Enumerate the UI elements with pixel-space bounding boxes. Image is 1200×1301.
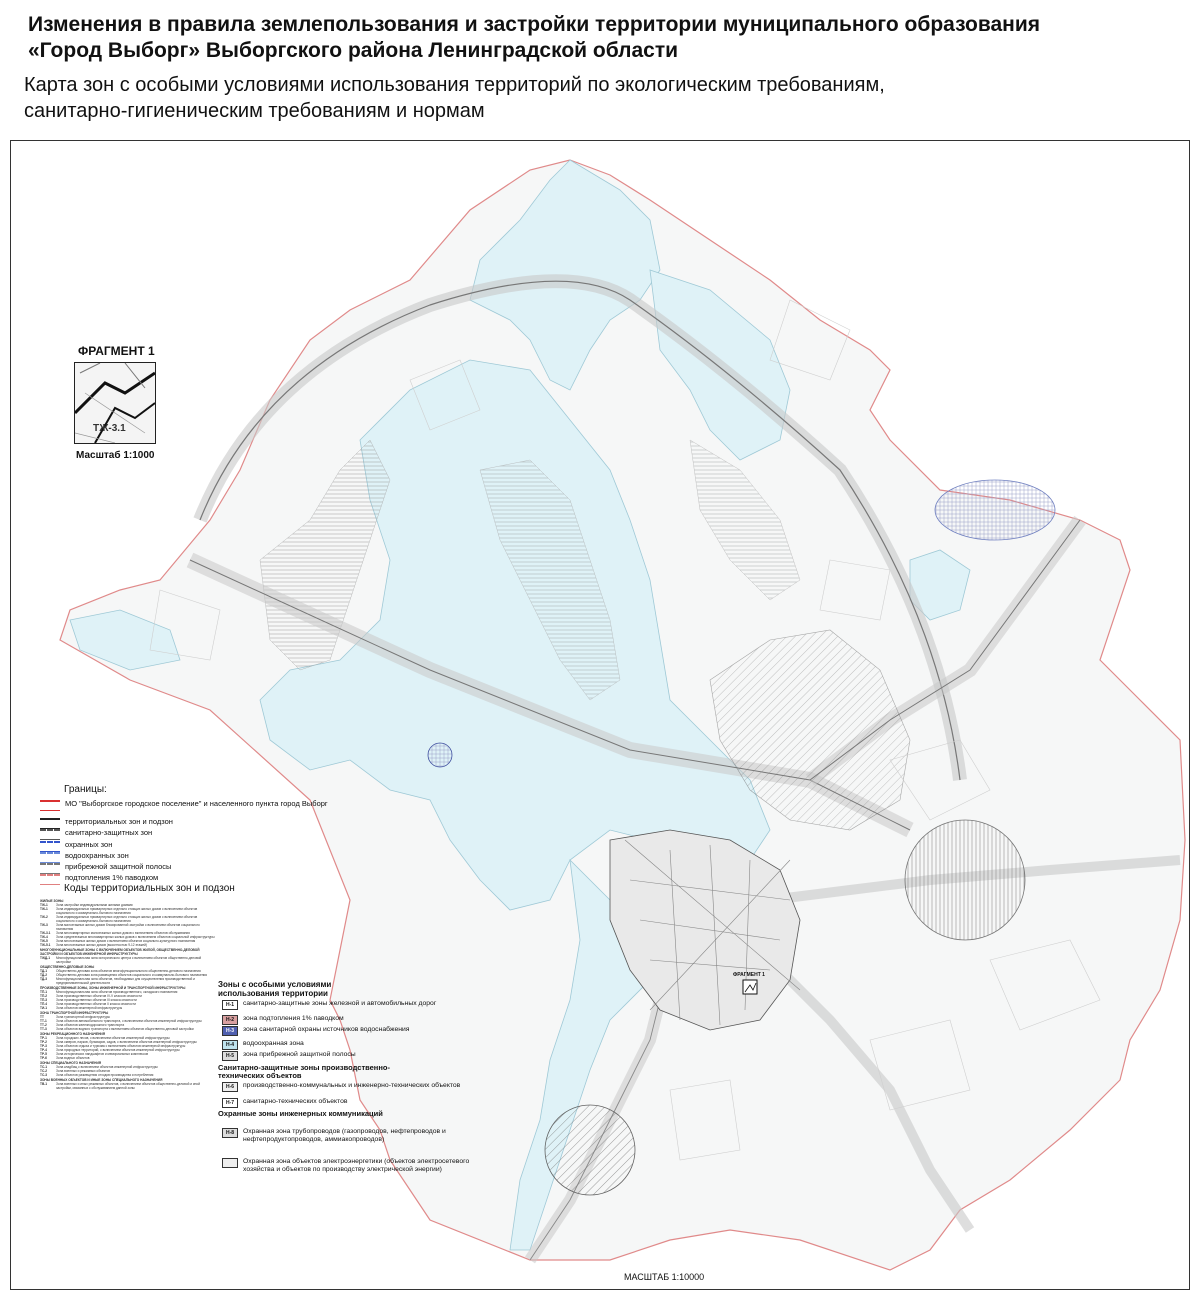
code-item bbox=[40, 1056, 216, 1060]
zone-code-box: Н-7 bbox=[222, 1098, 238, 1108]
code-description: Зона городских лесов, с включением объектов инженерной инфраструктуры bbox=[56, 1036, 170, 1040]
code-item bbox=[40, 915, 216, 923]
code-description: Зона индивидуальных приквартирных отдельно стоящих жилых домов с включением объектов социального и коммунально-бытового назначения bbox=[56, 907, 198, 915]
code-description: Зона индивидуальных приквартирных отдельно стоящих жилых домов с включением объектов социального и коммунально-бытового назначения bbox=[56, 915, 198, 923]
map-subtitle bbox=[24, 72, 1174, 124]
code-item bbox=[40, 907, 216, 915]
zone-label: зона прибрежной защитной полосы bbox=[243, 1051, 356, 1058]
code-item bbox=[40, 977, 216, 985]
code-id: ТВ-1 bbox=[40, 1082, 48, 1086]
code-description: Зона военных и иных режимных объектов, с включением объектов общественно-деловой и иной застройки, связанных с обслуживанием данной зоны bbox=[56, 1082, 200, 1090]
code-item bbox=[40, 943, 216, 947]
code-description: Зона объектов отдыха и туризма с включением объектов инженерной инфраструктуры bbox=[56, 1044, 186, 1048]
code-id: ТЖ-3 bbox=[40, 923, 48, 927]
zone-code-box: Н-4 bbox=[222, 1040, 238, 1050]
code-description: Зона застройки индивидуальными жилыми домами bbox=[56, 903, 133, 907]
zone-code-box: Н-2 bbox=[222, 1015, 238, 1025]
zone-row bbox=[222, 1015, 482, 1025]
zone-label: санитарно-технических объектов bbox=[243, 1098, 348, 1105]
code-description: Зона транспортной инфраструктуры bbox=[56, 1015, 110, 1019]
code-id: ТР-6 bbox=[40, 1056, 47, 1060]
code-item bbox=[40, 1006, 216, 1010]
zone-code-box: Н-8 bbox=[222, 1128, 238, 1138]
code-description: Зона объектов водного транспорта с включением объектов общественно-деловой застройки bbox=[56, 1027, 194, 1031]
legend-swatch bbox=[40, 874, 60, 885]
code-description: Многофункциональная зона исторического центра с включением объектов общественно-деловой застройки bbox=[56, 956, 202, 964]
legend-label: подтопления 1% паводком bbox=[65, 873, 159, 882]
legend-heading: Границы: bbox=[64, 784, 107, 795]
code-description: Зона военных и режимных объектов bbox=[56, 1069, 110, 1073]
code-item bbox=[40, 1082, 216, 1090]
code-description: Общественно-деловая зона размещения объектов социального и коммунально-бытового назначения bbox=[56, 973, 207, 977]
fragment-map-label: ФРАГМЕНТ 1 bbox=[733, 972, 765, 978]
zone-label: Охранная зона трубопроводов (газопроводов, нефтепроводов и нефтепродуктопроводов, аммиакопроводов) bbox=[243, 1128, 446, 1143]
code-id: ТР-1 bbox=[40, 1036, 47, 1040]
code-description: Зона кладбищ с включением объектов инженерной инфраструктуры bbox=[56, 1065, 158, 1069]
code-id: ТЖ-5 bbox=[40, 939, 48, 943]
code-id: ТР-2 bbox=[40, 1040, 47, 1044]
legend-swatch bbox=[40, 852, 60, 863]
code-description: Многофункциональная зона объектов, необходимых для осуществления производственной и предпринимательской деятельности bbox=[56, 977, 195, 985]
legend-label: водоохранных зон bbox=[65, 851, 129, 860]
code-id: ТТ-2 bbox=[40, 1023, 47, 1027]
codes-heading: Коды территориальных зон и подзон bbox=[64, 883, 235, 894]
sanitary-zone-row bbox=[222, 1082, 482, 1092]
code-id: ТД-3 bbox=[40, 977, 47, 981]
code-id: ТР-4 bbox=[40, 1048, 47, 1052]
subtitle-line-2: санитарно-гигиеническим требованиям и нормам bbox=[24, 100, 485, 122]
code-id: ТС-1 bbox=[40, 1065, 48, 1069]
water-protection-zone bbox=[428, 743, 452, 767]
code-id: ТП-3 bbox=[40, 998, 48, 1002]
code-id: ТД-2 bbox=[40, 973, 47, 977]
code-description: Зона многоэтажных жилых домов с включением объектов социально-культурного назначения bbox=[56, 939, 196, 943]
code-item bbox=[40, 1073, 216, 1077]
code-id: ТИ-1 bbox=[40, 1006, 48, 1010]
legend-swatch bbox=[40, 841, 60, 852]
code-id: ТТ-3 bbox=[40, 1027, 47, 1031]
map-canvas[interactable] bbox=[10, 140, 1190, 1290]
code-id: ТЖ-4 bbox=[40, 935, 48, 939]
sanitary-zone-row bbox=[222, 1098, 482, 1108]
codes-section: МНОГОФУНКЦИОНАЛЬНЫЕ ЗОНЫ С ВКЛЮЧЕНИЕМ ОБЪЕКТОВ ЖИЛОЙ, ОБЩЕСТВЕННО-ДЕЛОВОЙ ЗАСТРОЙКИ И ОБЪЕКТОВ ИНЖЕНЕРНОЙ ИНФРАСТРУКТУРЫ bbox=[40, 948, 200, 956]
code-id: ТЖ-1 bbox=[40, 907, 48, 911]
zone-row bbox=[222, 1051, 482, 1061]
legend-label: охранных зон bbox=[65, 840, 113, 849]
zone-label: зона санитарной охраны источников водоснабжения bbox=[243, 1026, 410, 1033]
legend-label: МО "Выборгское городское поселение" и населенного пункта город Выборг bbox=[65, 799, 328, 808]
zone-code-box: Н-1 bbox=[222, 1000, 238, 1010]
codes-section: ОБЩЕСТВЕННО-ДЕЛОВЫЕ ЗОНЫ bbox=[40, 965, 95, 969]
zone-codes-list bbox=[40, 898, 216, 1090]
code-item bbox=[40, 923, 216, 931]
zone-code-box: Н-3 bbox=[222, 1026, 238, 1036]
map-title bbox=[28, 12, 1178, 64]
zone-row bbox=[222, 1026, 482, 1036]
code-description: Зона объектов инженерной инфраструктуры bbox=[56, 1006, 123, 1010]
legend-row bbox=[40, 829, 152, 840]
code-description: Зона объектов железнодорожного транспорта bbox=[56, 1023, 125, 1027]
code-description: Зона скверов, парков, бульваров, садов, с включением объектов инженерной инфраструктуры bbox=[56, 1040, 197, 1044]
code-id: ТЖ-1 bbox=[40, 903, 48, 907]
code-description: Зона исторических ландшафтов и мемориальных комплексов bbox=[56, 1052, 149, 1056]
code-id: ТТ bbox=[40, 1015, 44, 1019]
fragment-title: ФРАГМЕНТ 1 bbox=[78, 344, 155, 358]
zone-label: санитарно-защитные зоны железной и автомобильных дорог bbox=[243, 1000, 437, 1007]
code-id: ТС-3 bbox=[40, 1073, 48, 1077]
code-description: Зона объектов автомобильного транспорта, с включением объектов инженерной инфраструктуры bbox=[56, 1019, 202, 1023]
legend-swatch bbox=[40, 829, 60, 840]
code-id: ТД-1 bbox=[40, 969, 47, 973]
code-description: Зона производственных объектов IV-V классов опасности bbox=[56, 994, 142, 998]
zone-code-box bbox=[222, 1158, 238, 1168]
legend-row bbox=[40, 800, 328, 811]
code-id: ТТ-1 bbox=[40, 1019, 47, 1023]
subtitle-line-1: Карта зон с особыми условиями использования территорий по экологическим требованиям, bbox=[24, 74, 885, 96]
protection-zones-heading: Охранные зоны инженерных коммуникаций bbox=[218, 1109, 383, 1118]
code-description: Зона природных территорий, с включением объектов инженерной инфраструктуры bbox=[56, 1048, 180, 1052]
code-description: Зона объектов размещения отходов производства и потребления bbox=[56, 1073, 154, 1077]
code-description: Общественно-деловая зона объектов многофункционального общественно-делового назначения bbox=[56, 969, 201, 973]
code-id: ТЖД-1 bbox=[40, 956, 51, 960]
zone-code-box: Н-6 bbox=[222, 1082, 238, 1092]
code-id: ТР-3 bbox=[40, 1044, 47, 1048]
code-id: ТР-5 bbox=[40, 1052, 47, 1056]
code-item bbox=[40, 1027, 216, 1031]
code-id: ТЖ-5.1 bbox=[40, 943, 51, 947]
legend-swatch bbox=[40, 818, 60, 829]
zone-label: производственно-коммунальных и инженерно-технических объектов bbox=[243, 1082, 461, 1089]
legend-label: территориальных зон и подзон bbox=[65, 817, 173, 826]
code-description: Многофункциональная зона объектов производственного, складского назначения bbox=[56, 990, 178, 994]
code-id: ТП-2 bbox=[40, 994, 48, 998]
legend-label: санитарно-защитных зон bbox=[65, 828, 153, 837]
fragment-inset[interactable] bbox=[74, 362, 156, 444]
fragment-zone-label: ТЖ-3.1 bbox=[93, 423, 126, 434]
code-description: Зона малоэтажных жилых домов блокированной застройки с включением объектов социального назначения bbox=[56, 923, 200, 931]
sanitary-zones-heading: Санитарно-защитные зоны производственно-технических объектов bbox=[218, 1063, 390, 1080]
protection-zone-row bbox=[222, 1128, 482, 1143]
title-line-1: Изменения в правила землепользования и застройки территории муниципального образования bbox=[28, 13, 1040, 36]
zones-heading: Зоны с особыми условиями использования территории bbox=[218, 980, 332, 998]
zone-label: зона подтопления 1% паводком bbox=[243, 1015, 344, 1022]
zone-code-box: Н-5 bbox=[222, 1051, 238, 1061]
code-description: Зона многоквартирных малоэтажных жилых домов с включением объектов обслуживания bbox=[56, 931, 190, 935]
codes-section: ПРОИЗВОДСТВЕННЫЕ ЗОНЫ, ЗОНЫ ИНЖЕНЕРНОЙ И ТРАНСПОРТНОЙ ИНФРАСТРУКТУРЫ bbox=[40, 986, 186, 990]
main-scale: МАСШТАБ 1:10000 bbox=[624, 1272, 705, 1282]
legend-label: прибрежной защитной полосы bbox=[65, 862, 172, 871]
code-item bbox=[40, 956, 216, 964]
zone-row bbox=[222, 1000, 482, 1010]
code-id: ТЖ-3.1 bbox=[40, 931, 51, 935]
codes-section: ЗОНЫ РЕКРЕАЦИОННОГО НАЗНАЧЕНИЯ bbox=[40, 1032, 106, 1036]
codes-section: ЗОНЫ СПЕЦИАЛЬНОГО НАЗНАЧЕНИЯ bbox=[40, 1061, 102, 1065]
code-description: Зона производственных объектов III класса опасности bbox=[56, 998, 137, 1002]
zone-label: водоохранная зона bbox=[243, 1040, 304, 1047]
code-description: Зона среднеэтажных многоквартирных жилых домов с включением объектов социальной инфраструктуры bbox=[56, 935, 215, 939]
zone-label: Охранная зона объектов электроэнергетики (объектов электросетевого хозяйства и объектов по производству электрической энергии) bbox=[243, 1158, 470, 1173]
code-description: Зона водных объектов bbox=[56, 1056, 90, 1060]
codes-section: ЗОНА ТРАНСПОРТНОЙ ИНФРАСТРУКТУРЫ bbox=[40, 1011, 109, 1015]
code-description: Зона производственных объектов II класса опасности bbox=[56, 1002, 136, 1006]
codes-section: ЖИЛЫЕ ЗОНЫ bbox=[40, 899, 64, 903]
code-id: ТС-2 bbox=[40, 1069, 48, 1073]
protection-zone-row bbox=[222, 1158, 482, 1173]
sanitary-zone-southwest bbox=[545, 1105, 635, 1195]
sanitary-zone-east bbox=[905, 820, 1025, 940]
title-line-2: «Город Выборг» Выборгского района Ленинградской области bbox=[28, 39, 679, 62]
code-description: Зона многоэтажных жилых домов (высотностью 9-12 этажей) bbox=[56, 943, 147, 947]
legend-swatch bbox=[40, 863, 60, 874]
legend-swatch bbox=[40, 800, 60, 811]
code-id: ТП-1 bbox=[40, 990, 48, 994]
fragment-scale: Масштаб 1:1000 bbox=[76, 450, 155, 461]
codes-section: ЗОНЫ ВОЕННЫХ ОБЪЕКТОВ И ИНЫЕ ЗОНЫ СПЕЦИАЛЬНОГО НАЗНАЧЕНИЯ bbox=[40, 1078, 163, 1082]
sanitary-zone-northeast bbox=[935, 480, 1055, 540]
code-id: ТЖ-2 bbox=[40, 915, 48, 919]
zone-row bbox=[222, 1040, 482, 1050]
code-id: ТП-4 bbox=[40, 1002, 48, 1006]
